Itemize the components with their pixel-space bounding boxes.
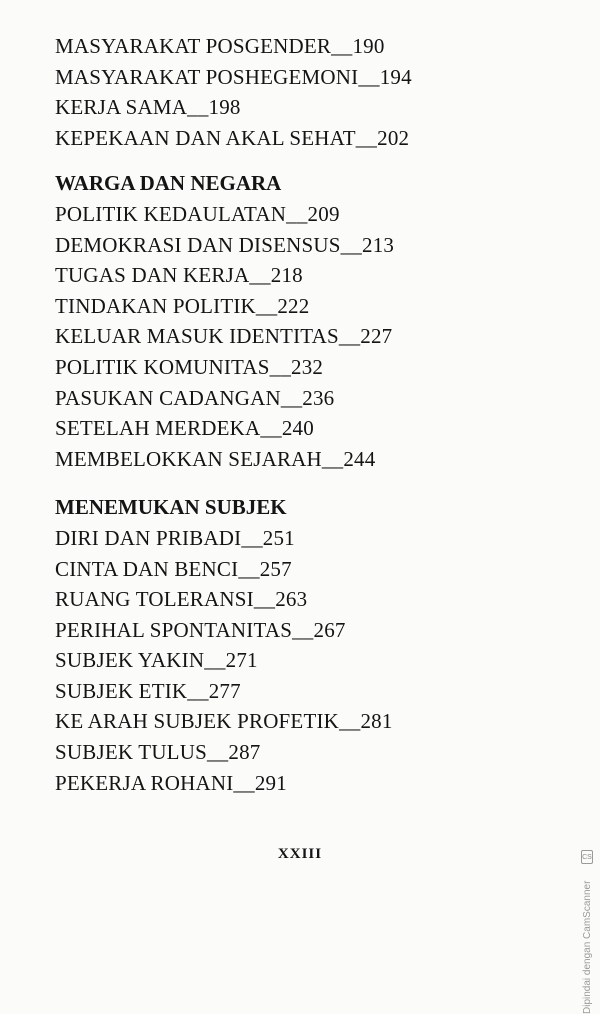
entry-page: 240 [281,416,314,441]
entry-title: MEMBELOKKAN SEJARAH [55,446,322,471]
entry-title: TUGAS DAN KERJA [55,263,250,288]
toc-entry [55,230,535,261]
entry-separator: __ [260,416,282,441]
entry-separator: __ [292,617,314,642]
section-heading: WARGA DAN NEGARA [55,171,282,196]
entry-title: TINDAKAN POLITIK [55,293,256,318]
entry-page: 202 [377,125,410,150]
entry-page: 194 [379,64,412,89]
entry-title: KEPEKAAN DAN AKAL SEHAT [55,125,356,150]
toc-entry [55,645,535,676]
section-gap [55,153,535,168]
entry-separator: __ [253,587,276,612]
toc-entry [55,706,535,737]
entry-title: PASUKAN CADANGAN [55,385,281,410]
toc-entry [55,92,535,123]
entry-page: 244 [343,446,376,471]
entry-page: 257 [259,556,292,581]
entry-separator: __ [255,293,278,318]
entry-separator: __ [321,446,344,471]
entry-page: 213 [362,232,395,257]
camscanner-logo-icon: CS [581,850,593,864]
entry-title: DIRI DAN PRIBADI [55,525,242,550]
toc-entry [55,62,535,93]
entry-page: 222 [277,293,310,318]
entry-page: 232 [291,354,324,379]
entry-title: DEMOKRASI DAN DISENSUS [55,232,341,257]
toc-entry [55,737,535,768]
entry-title: CINTA DAN BENCI [55,556,239,581]
entry-page: 209 [307,201,340,226]
section-heading: MENEMUKAN SUBJEK [55,495,287,520]
entry-page: 198 [208,95,241,120]
section-gap [55,474,535,492]
watermark-text: Dipindai dengan CamScanner [582,880,593,1014]
entry-page: 227 [360,324,393,349]
entry-separator: __ [340,232,362,257]
toc-entry [55,291,535,322]
entry-title: POLITIK KOMUNITAS [55,354,270,379]
entry-separator: __ [355,125,378,150]
scanner-watermark [580,678,594,1014]
toc-entry [55,352,535,383]
entry-separator: __ [249,263,271,288]
toc-entry [55,523,535,554]
entry-page: 267 [313,617,346,642]
entry-separator: __ [269,354,292,379]
entry-separator: __ [187,95,209,120]
entry-separator: __ [233,770,255,795]
toc-entry [55,768,535,799]
entry-title: SUBJEK ETIK [55,678,188,703]
toc-entry [55,615,535,646]
entry-separator: __ [238,556,260,581]
entry-page: 218 [270,263,303,288]
entry-separator: __ [331,34,353,58]
entry-title: KE ARAH SUBJEK PROFETIK [55,709,340,734]
entry-separator: __ [241,525,263,550]
toc-entry [55,321,535,352]
toc-entry [55,123,535,154]
entry-separator: __ [358,64,380,89]
entry-title: PERIHAL SPONTANITAS [55,617,293,642]
entry-page: 287 [228,740,261,765]
entry-title: KELUAR MASUK IDENTITAS [55,324,339,349]
toc-entry [55,554,535,585]
entry-title: MASYARAKAT POSGENDER [55,34,332,58]
toc-entry [55,584,535,615]
entry-page: 263 [275,587,308,612]
entry-page: 251 [262,525,295,550]
table-of-contents [55,31,535,798]
toc-section [55,168,535,474]
entry-page: 236 [302,385,335,410]
entry-title: MASYARAKAT POSHEGEMONI [55,64,359,89]
entry-separator: __ [286,201,308,226]
toc-section [55,492,535,798]
entry-page: 281 [360,709,393,734]
entry-separator: __ [206,740,229,765]
entry-page: 190 [352,34,385,58]
toc-entry [55,199,535,230]
entry-separator: __ [204,648,226,673]
toc-entry [55,444,535,475]
entry-title: SUBJEK YAKIN [55,648,205,673]
entry-title: PEKERJA ROHANI [55,770,234,795]
entry-separator: __ [339,709,361,734]
toc-entry [55,31,535,62]
toc-entry [55,383,535,414]
entry-separator: __ [187,678,209,703]
entry-title: SUBJEK TULUS [55,740,207,765]
toc-entry [55,260,535,291]
entry-separator: __ [280,385,303,410]
page-number: XXIII [277,846,323,862]
toc-entry [55,413,535,444]
entry-title: SETELAH MERDEKA [55,416,261,441]
entry-page: 291 [254,770,287,795]
entry-page: 271 [225,648,258,673]
entry-title: POLITIK KEDAULATAN [55,201,287,226]
toc-section [55,31,535,153]
entry-separator: __ [338,324,361,349]
entry-title: KERJA SAMA [55,95,188,120]
entry-title: RUANG TOLERANSI [55,587,254,612]
toc-entry [55,676,535,707]
entry-page: 277 [208,678,241,703]
